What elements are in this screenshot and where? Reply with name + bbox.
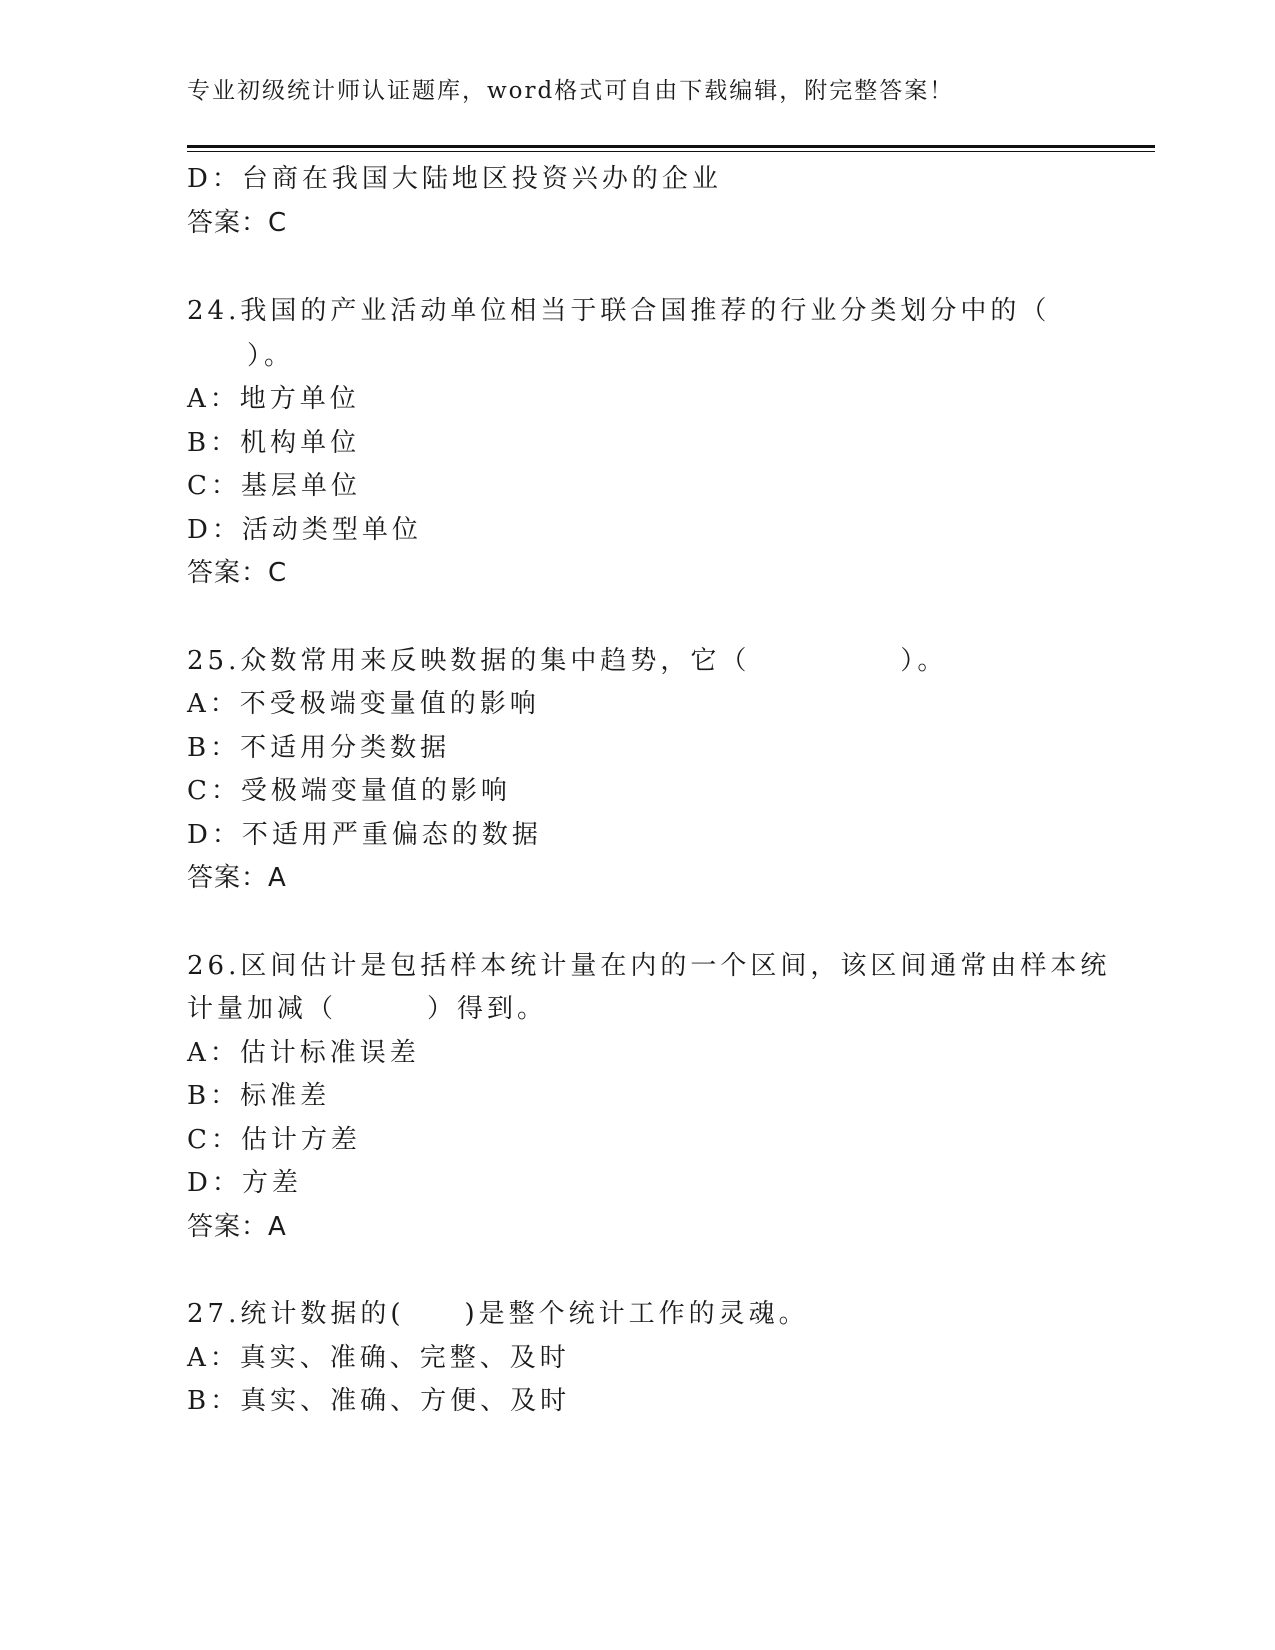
question-25: 25.众数常用来反映数据的集中趋势，它（ ）。 bbox=[187, 646, 948, 676]
option-a: A：不受极端变量值的影响 bbox=[187, 689, 540, 719]
header-rule-thin bbox=[187, 151, 1155, 152]
answer-line: 答案：C bbox=[187, 208, 288, 238]
option-d: D：不适用严重偏态的数据 bbox=[187, 820, 542, 850]
answer-line: 答案：C bbox=[187, 558, 288, 588]
option-b: B：机构单位 bbox=[187, 428, 361, 458]
option-c: C：基层单位 bbox=[187, 471, 361, 501]
option-a: A：真实、准确、完整、及时 bbox=[187, 1343, 570, 1373]
question-24: 24.我国的产业活动单位相当于联合国推荐的行业分类划分中的（ bbox=[187, 296, 1051, 326]
answer-line: 答案：A bbox=[187, 863, 287, 893]
page-header: 专业初级统计师认证题库，word格式可自由下载编辑，附完整答案！ bbox=[187, 78, 955, 104]
option-d: D：方差 bbox=[187, 1168, 302, 1198]
option-c: C：受极端变量值的影响 bbox=[187, 776, 511, 806]
option-c: C：估计方差 bbox=[187, 1125, 361, 1155]
question-26-continued: 计量加减（ ）得到。 bbox=[187, 994, 548, 1024]
option-b: B：标准差 bbox=[187, 1081, 331, 1111]
question-27: 27.统计数据的( )是整个统计工作的灵魂。 bbox=[187, 1299, 809, 1329]
option-line: D：台商在我国大陆地区投资兴办的企业 bbox=[187, 164, 722, 194]
question-24-continued: ）。 bbox=[187, 341, 295, 371]
option-b: B：真实、准确、方便、及时 bbox=[187, 1386, 571, 1416]
header-rule-thick bbox=[187, 145, 1155, 148]
option-d: D：活动类型单位 bbox=[187, 515, 422, 545]
question-26: 26.区间估计是包括样本统计量在内的一个区间，该区间通常由样本统 bbox=[187, 951, 1111, 981]
option-b: B：不适用分类数据 bbox=[187, 733, 451, 763]
answer-line: 答案：A bbox=[187, 1212, 287, 1242]
option-a: A：估计标准误差 bbox=[187, 1038, 420, 1068]
option-a: A：地方单位 bbox=[187, 384, 360, 414]
